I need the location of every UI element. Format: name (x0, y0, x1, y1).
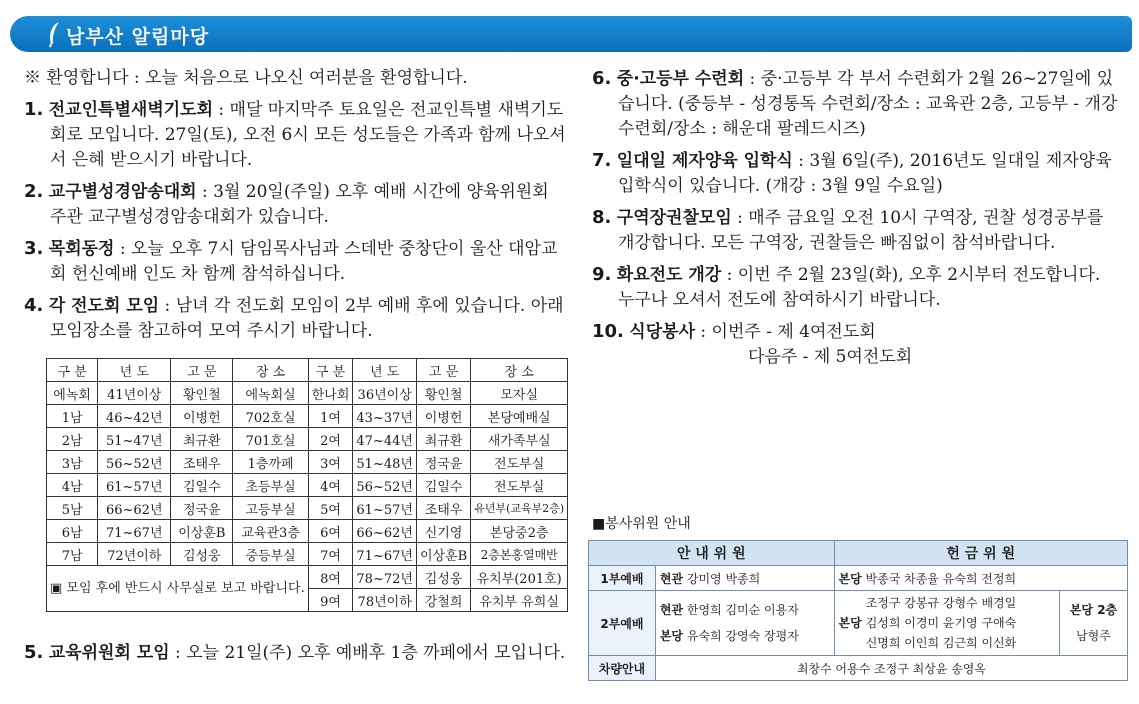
group-meeting-table (46, 358, 568, 612)
table-row: ▣ 모임 후에 반드시 사무실로 보고 바랍니다. 8여 78~72년 김성웅 유치부(201호) (47, 566, 568, 589)
notice-4: 4. 각 전도회 모임 : 남녀 각 전도회 모임이 2부 예배 후에 있습니다. 아래 모임장소를 참고하여 모여 주시기 바랍니다. (24, 295, 564, 341)
table-row: 7남 72년이하 김성웅 중등부실 7여 71~67년 이상훈B 2층본홍열매반 (47, 543, 568, 566)
service-table (588, 540, 1128, 681)
service-section-title: ■봉사위원 안내 (592, 516, 691, 532)
notice-1: 1. 전교인특별새벽기도회 : 매달 마지막주 토요일은 전교인특별 새벽기도회로 모입니다. 27일(토), 오전 6시 모든 성도들은 가족과 함께 나오셔서 은혜 받으시기 바랍니다. (24, 99, 566, 170)
guide-column-header: 안 내 위 원 (589, 541, 835, 566)
notice-10-next: 다음주 - 제 5여전도회 (748, 347, 913, 367)
service-header-row (589, 541, 1128, 566)
table-row: 4남 61~57년 김일수 초등부실 4여 56~52년 김일수 전도부실 (47, 474, 568, 497)
notice-9: 9. 화요전도 개강 : 이번 주 2월 23일(화), 오후 2시부터 전도합니다. 누구나 오셔서 전도에 참여하시기 바랍니다. (592, 264, 1101, 310)
feather-icon (46, 20, 64, 48)
table-row: 차량안내 최창수 어용수 조정구 최상윤 송영옥 (589, 656, 1128, 681)
table-row: 3남 56~52년 조태우 1층까페 3여 51~48년 정국윤 전도부실 (47, 451, 568, 474)
notice-7: 7. 일대일 제자양육 입학식 : 3월 6일(주), 2016년도 일대일 제자양육 입학식이 있습니다. (개강 : 3월 9일 수요일) (592, 150, 1112, 196)
table-row: 9여 78년이하 강철희 유치부 유희실 (47, 589, 568, 612)
table-row: 6남 71~67년 이상훈B 교육관3층 6여 66~62년 신기영 본당중2층 (47, 520, 568, 543)
table-row: 1부예배 현관 강미영 박종희 본당 박종국 차종율 유숙희 전정희 (589, 566, 1128, 591)
table-row: 에녹회 41년이상 황인철 에녹회실 한나회 36년이상 황인철 모자실 (47, 382, 568, 405)
notice-10: 10. 식당봉사 : 이번주 - 제 4여전도회 (592, 321, 876, 342)
notice-6: 6. 중·고등부 수련회 : 중·고등부 각 부서 수련회가 2월 26~27일에 있습니다. (중등부 - 성경통독 수련회/장소 : 교육관 2층, 고등부 - 개강수련회/장소 : 해운대 팔레드시즈) (592, 68, 1118, 139)
header-banner (10, 16, 1132, 52)
notice-3: 3. 목회동정 : 오늘 오후 7시 담임목사님과 스데반 중창단이 울산 대암교회 헌신예배 인도 차 함께 참석하십니다. (24, 238, 558, 284)
offering-column-header: 헌 금 위 원 (834, 541, 1128, 566)
left-column (24, 66, 569, 350)
notice-5: 5. 교육위원회 모임 : 오늘 21일(주) 오후 예배후 1층 까페에서 모입니다. (24, 642, 566, 663)
table-row: 5남 66~62년 정국윤 고등부실 5여 61~57년 조태우 유년부(교육부2층) (47, 497, 568, 520)
welcome-text: ※ 환영합니다 : 오늘 처음으로 나오신 여러분을 환영합니다. (24, 68, 468, 88)
banner-title: 남부산 알림마당 (66, 26, 210, 48)
table-row: 2부예배 현관 한영희 김미순 이용자 본당 유숙희 강영숙 장평자 본당 조정구 강봉규 강형수 배경일 김성희 이경미 윤기영 구애숙 신명희 이인희 김근희 이신화 본당 2층 남형주 (589, 591, 1128, 656)
right-column (592, 66, 1122, 376)
table-row: 2남 51~47년 최규환 701호실 2여 47~44년 최규환 새가족부실 (47, 428, 568, 451)
notice-2: 2. 교구별성경암송대회 : 3월 20일(주일) 오후 예배 시간에 양육위원회 주관 교구별성경암송대회가 있습니다. (24, 181, 549, 227)
report-note: ▣ 모임 후에 반드시 사무실로 보고 바랍니다. (47, 566, 309, 612)
table-row: 1남 46~42년 이병헌 702호실 1여 43~37년 이병헌 본당예배실 (47, 405, 568, 428)
notice-8: 8. 구역장권찰모임 : 매주 금요일 오전 10시 구역장, 권찰 성경공부를 개강합니다. 모든 구역장, 권찰들은 빠짐없이 참석바랍니다. (592, 207, 1104, 253)
table-header-row: 구 분 년 도 고 문 장 소 구 분 년 도 고 문 장 소 (47, 359, 568, 382)
